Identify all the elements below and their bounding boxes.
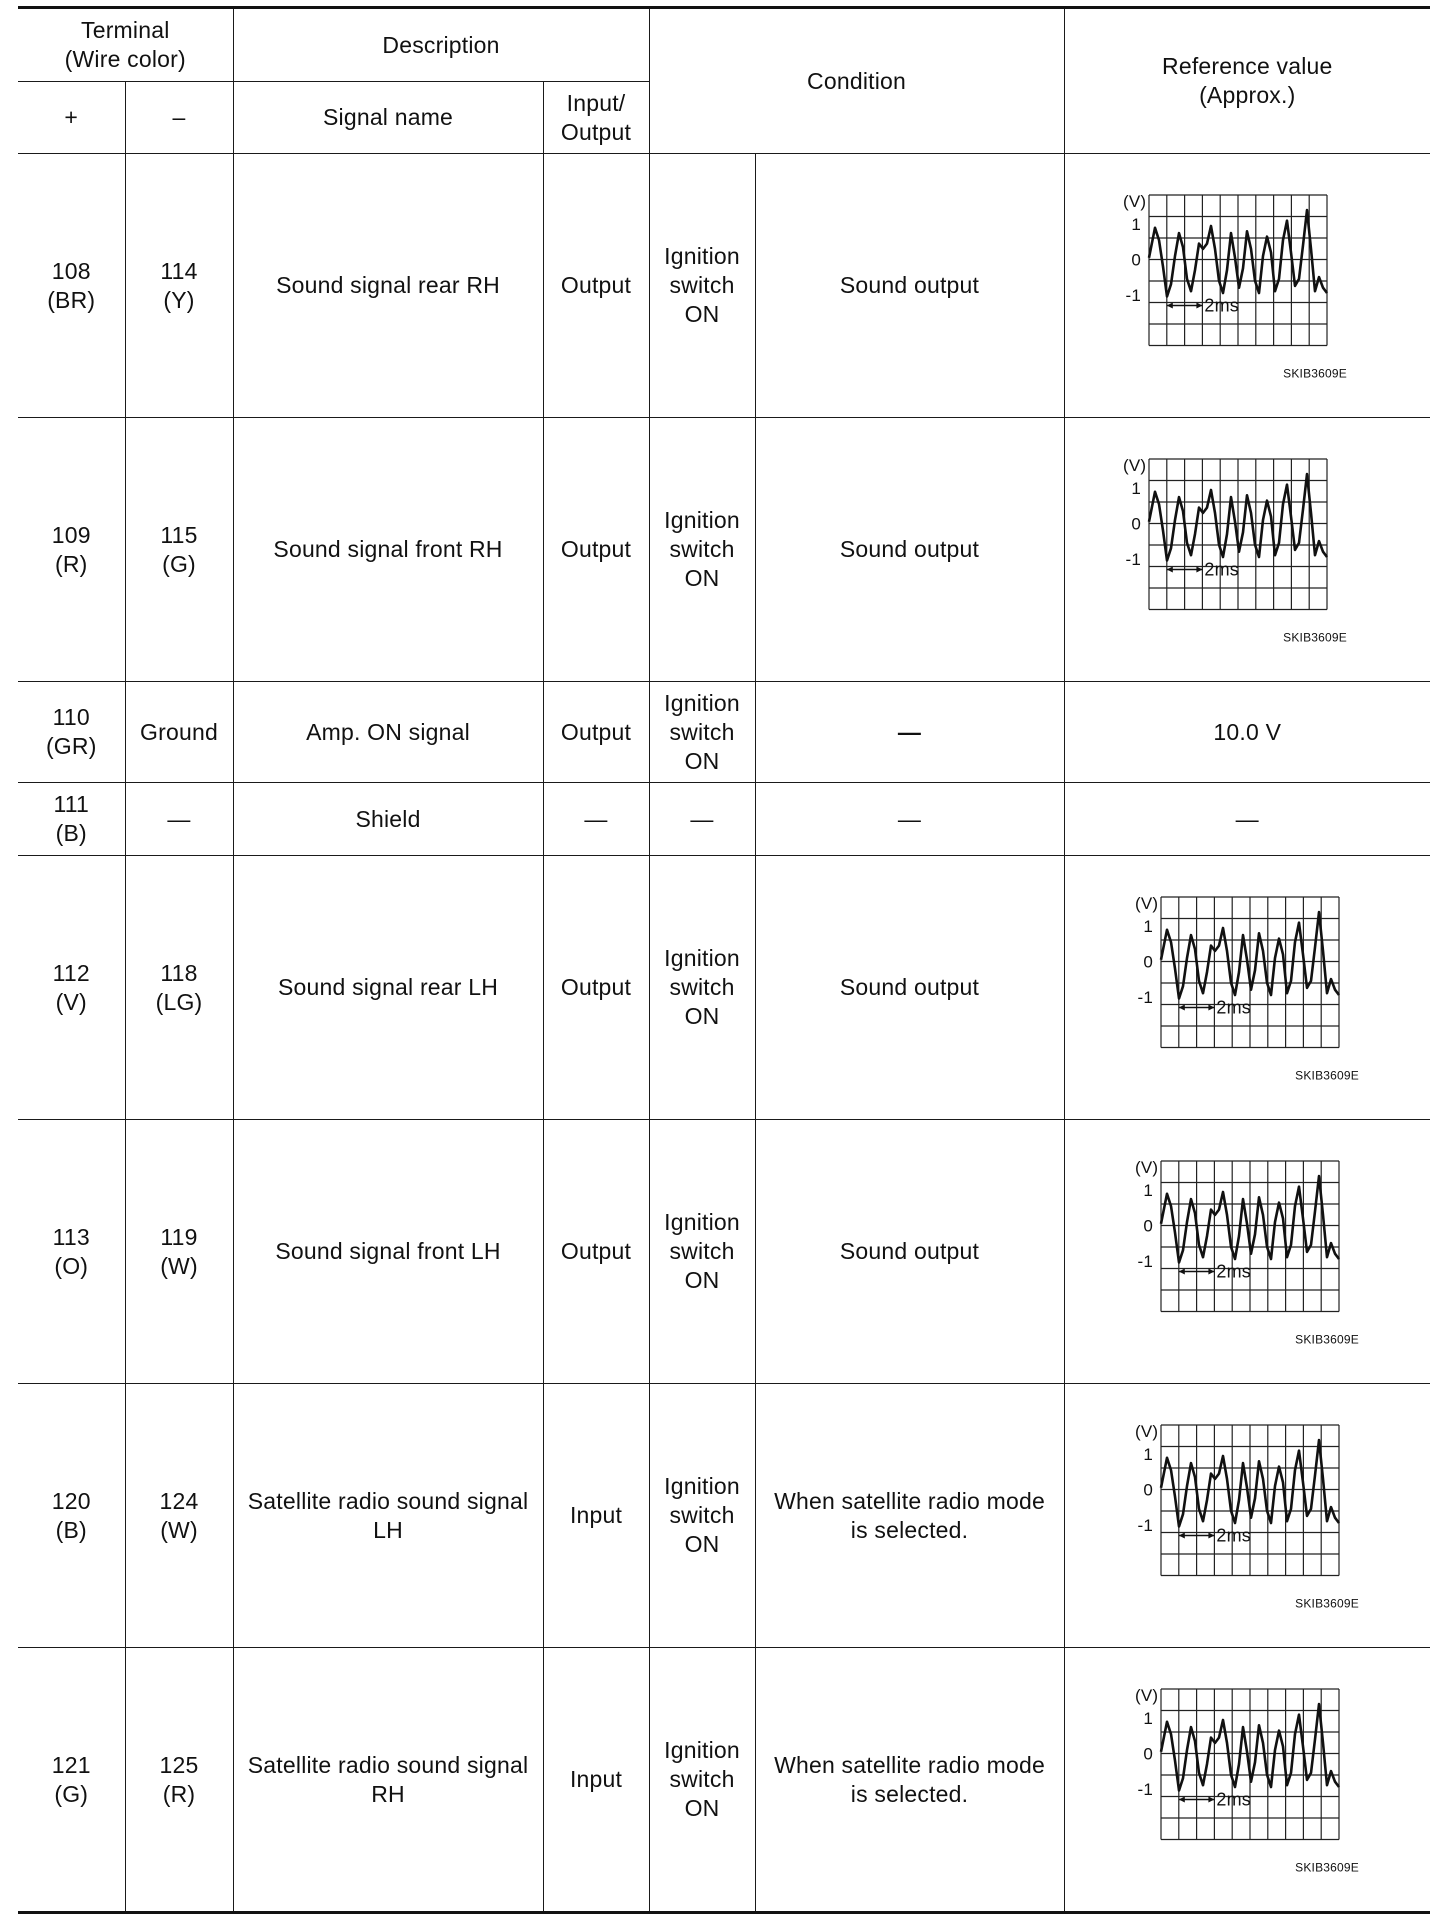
plus-terminal: 111 (B) [18,783,125,856]
arrow-head [1167,566,1173,572]
arrow-head [1209,1796,1215,1802]
plus-terminal: 109 (R) [18,418,125,682]
figure-id: SKIB3609E [1295,1332,1360,1346]
signal-name-header: Signal name [233,82,543,154]
time-scale-label: 2ms [1216,1261,1252,1281]
plus-terminal: 112 (V) [18,856,125,1120]
plus-terminal: 110 (GR) [18,682,125,783]
minus-terminal: 115 (G) [125,418,233,682]
minus-terminal: 125 (R) [125,1648,233,1913]
plus-terminal: 121 (G) [18,1648,125,1913]
tick-label: 1 [1143,1708,1154,1728]
io-value: Input [543,1384,649,1648]
minus-terminal: Ground [125,682,233,783]
minus-terminal: 124 (W) [125,1384,233,1648]
waveform-cell [1064,154,1430,418]
table-row [18,682,1430,783]
waveform-cell [1064,856,1430,1120]
arrow-head [1197,302,1203,308]
minus-terminal: 118 (LG) [125,856,233,1120]
condition-main: Ignition switch ON [649,1384,755,1648]
io-value: Output [543,418,649,682]
io-value: Output [543,682,649,783]
tick-label: 0 [1143,952,1154,971]
unit-label: (V) [1135,893,1159,913]
arrow-head [1179,1532,1185,1538]
reference-value-header: Reference value (Approx.) [1064,8,1430,154]
waveform-chart [1097,883,1397,1093]
tick-label: 1 [1131,214,1142,234]
time-scale-label: 2ms [1216,1525,1252,1545]
condition-main: Ignition switch ON [649,856,755,1120]
terminal-header: Terminal (Wire color) [18,8,233,82]
tick-label: 0 [1143,1744,1154,1763]
figure-id: SKIB3609E [1295,1860,1360,1874]
figure-id: SKIB3609E [1283,630,1348,644]
tick-label: 1 [1143,1444,1154,1464]
arrow-head [1179,1004,1185,1010]
figure-id: SKIB3609E [1283,366,1348,380]
condition-detail: — [755,783,1064,856]
waveform-chart [1097,1675,1397,1885]
signal-name: Shield [233,783,543,856]
waveform-chart [1097,1411,1397,1621]
signal-name: Sound signal rear LH [233,856,543,1120]
table-row [18,418,1430,682]
arrow-head [1179,1268,1185,1274]
tick-label: 0 [1143,1480,1154,1499]
tick-label: 1 [1143,916,1154,936]
signal-name: Sound signal front RH [233,418,543,682]
tick-label: 0 [1143,1216,1154,1235]
arrow-head [1167,302,1173,308]
condition-detail: Sound output [755,154,1064,418]
figure-id: SKIB3609E [1295,1068,1360,1082]
table-row [18,1384,1430,1648]
unit-label: (V) [1135,1685,1159,1705]
minus-terminal: 119 (W) [125,1120,233,1384]
terminal-reference-table [18,6,1430,1914]
figure-id: SKIB3609E [1295,1596,1360,1610]
condition-main: Ignition switch ON [649,1120,755,1384]
tick-label: -1 [1137,1779,1154,1799]
condition-main: Ignition switch ON [649,154,755,418]
condition-detail: Sound output [755,418,1064,682]
reference-value: 10.0 V [1064,682,1430,783]
tick-label: 1 [1131,478,1142,498]
condition-main: Ignition switch ON [649,682,755,783]
io-value: Output [543,856,649,1120]
time-scale-label: 2ms [1204,295,1240,315]
io-header: Input/ Output [543,82,649,154]
tick-label: -1 [1125,549,1142,569]
condition-detail: When satellite radio mode is selected. [755,1648,1064,1913]
unit-label: (V) [1135,1421,1159,1441]
arrow-head [1197,566,1203,572]
unit-label: (V) [1123,191,1147,211]
signal-name: Amp. ON signal [233,682,543,783]
time-scale-label: 2ms [1216,1789,1252,1809]
table-row [18,1120,1430,1384]
tick-label: -1 [1125,285,1142,305]
io-value: Output [543,1120,649,1384]
unit-label: (V) [1123,455,1147,475]
tick-label: -1 [1137,1515,1154,1535]
unit-label: (V) [1135,1157,1159,1177]
condition-detail: — [755,682,1064,783]
table-row [18,783,1430,856]
table-row [18,856,1430,1120]
plus-header: + [18,82,125,154]
tick-label: 0 [1131,250,1142,269]
condition-detail: Sound output [755,856,1064,1120]
tick-label: 0 [1131,514,1142,533]
header-row-1 [18,8,1430,82]
description-header: Description [233,8,649,82]
signal-name: Sound signal front LH [233,1120,543,1384]
io-value: Output [543,154,649,418]
tick-label: 1 [1143,1180,1154,1200]
table-row [18,1648,1430,1913]
arrow-head [1209,1004,1215,1010]
signal-name: Satellite radio sound signal RH [233,1648,543,1913]
arrow-head [1179,1796,1185,1802]
minus-terminal: 114 (Y) [125,154,233,418]
table-row [18,154,1430,418]
condition-main: — [649,783,755,856]
waveform-chart [1097,445,1397,655]
plus-terminal: 113 (O) [18,1120,125,1384]
minus-terminal: — [125,783,233,856]
condition-main: Ignition switch ON [649,1648,755,1913]
waveform-chart [1097,1147,1397,1357]
time-scale-label: 2ms [1216,997,1252,1017]
plus-terminal: 120 (B) [18,1384,125,1648]
condition-main: Ignition switch ON [649,418,755,682]
tick-label: -1 [1137,987,1154,1007]
time-scale-label: 2ms [1204,559,1240,579]
waveform-chart [1097,181,1397,391]
reference-value: — [1064,783,1430,856]
waveform-cell [1064,1120,1430,1384]
plus-terminal: 108 (BR) [18,154,125,418]
arrow-head [1209,1532,1215,1538]
condition-header: Condition [649,8,1064,154]
tick-label: -1 [1137,1251,1154,1271]
waveform-cell [1064,1384,1430,1648]
io-value: — [543,783,649,856]
io-value: Input [543,1648,649,1913]
waveform-cell [1064,1648,1430,1913]
condition-detail: Sound output [755,1120,1064,1384]
signal-name: Satellite radio sound signal LH [233,1384,543,1648]
signal-name: Sound signal rear RH [233,154,543,418]
minus-header: – [125,82,233,154]
arrow-head [1209,1268,1215,1274]
condition-detail: When satellite radio mode is selected. [755,1384,1064,1648]
waveform-cell [1064,418,1430,682]
